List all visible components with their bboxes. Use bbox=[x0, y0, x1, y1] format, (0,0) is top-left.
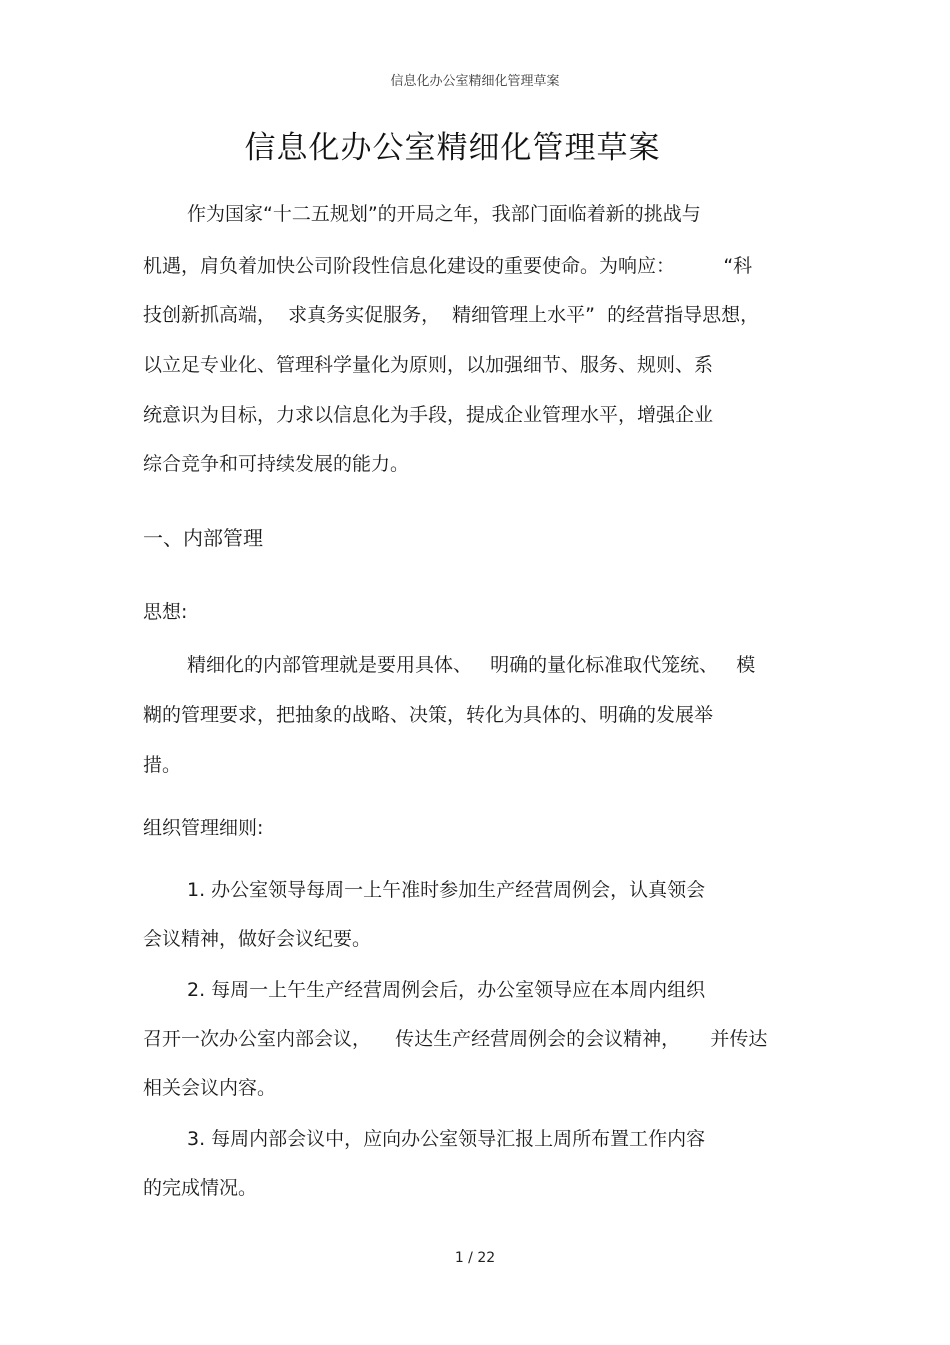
rule-item-1-line: 1. 办公室领导每周一上午准时参加生产经营周例会，认真领会 bbox=[187, 879, 706, 901]
rules-label: 组织管理细则: bbox=[143, 817, 264, 839]
rule-item-3-line: 的完成情况。 bbox=[143, 1177, 258, 1199]
intro-line: 技创新抓高端， 求真务实促服务， 精细管理上水平” 的经营指导思想， bbox=[143, 304, 760, 326]
intro-line: 作为国家“十二五规划”的开局之年，我部门面临着新的挑战与 bbox=[187, 203, 701, 225]
rule-item-1-line: 会议精神，做好会议纪要。 bbox=[143, 928, 372, 950]
running-header: 信息化办公室精细化管理草案 bbox=[390, 74, 560, 89]
thought-line: 糊的管理要求，把抽象的战略、决策，转化为具体的、明确的发展举 bbox=[143, 704, 714, 726]
intro-line: 综合竞争和可持续发展的能力。 bbox=[143, 453, 410, 475]
thought-label: 思想: bbox=[143, 601, 188, 623]
thought-line: 措。 bbox=[143, 754, 182, 776]
intro-line: 机遇，肩负着加快公司阶段性信息化建设的重要使命。为响应： “科 bbox=[143, 255, 753, 277]
rule-item-2-line: 2. 每周一上午生产经营周例会后，办公室领导应在本周内组织 bbox=[187, 979, 706, 1001]
section-heading: 一、内部管理 bbox=[143, 526, 263, 550]
rule-item-2-line: 相关会议内容。 bbox=[143, 1077, 277, 1099]
rule-item-3-line: 3. 每周内部会议中，应向办公室领导汇报上周所布置工作内容 bbox=[187, 1128, 706, 1150]
intro-line: 统意识为目标，力求以信息化为手段，提成企业管理水平，增强企业 bbox=[143, 404, 714, 426]
thought-line: 精细化的内部管理就是要用具体、 明确的量化标准取代笼统、 模 bbox=[187, 654, 756, 676]
intro-line: 以立足专业化、管理科学量化为原则，以加强细节、服务、规则、系 bbox=[143, 354, 714, 376]
rule-item-2-line: 召开一次办公室内部会议， 传达生产经营周例会的会议精神， 并传达 bbox=[143, 1028, 768, 1050]
page-number: 1 / 22 bbox=[454, 1250, 496, 1266]
document-title: 信息化办公室精细化管理草案 bbox=[244, 130, 661, 166]
